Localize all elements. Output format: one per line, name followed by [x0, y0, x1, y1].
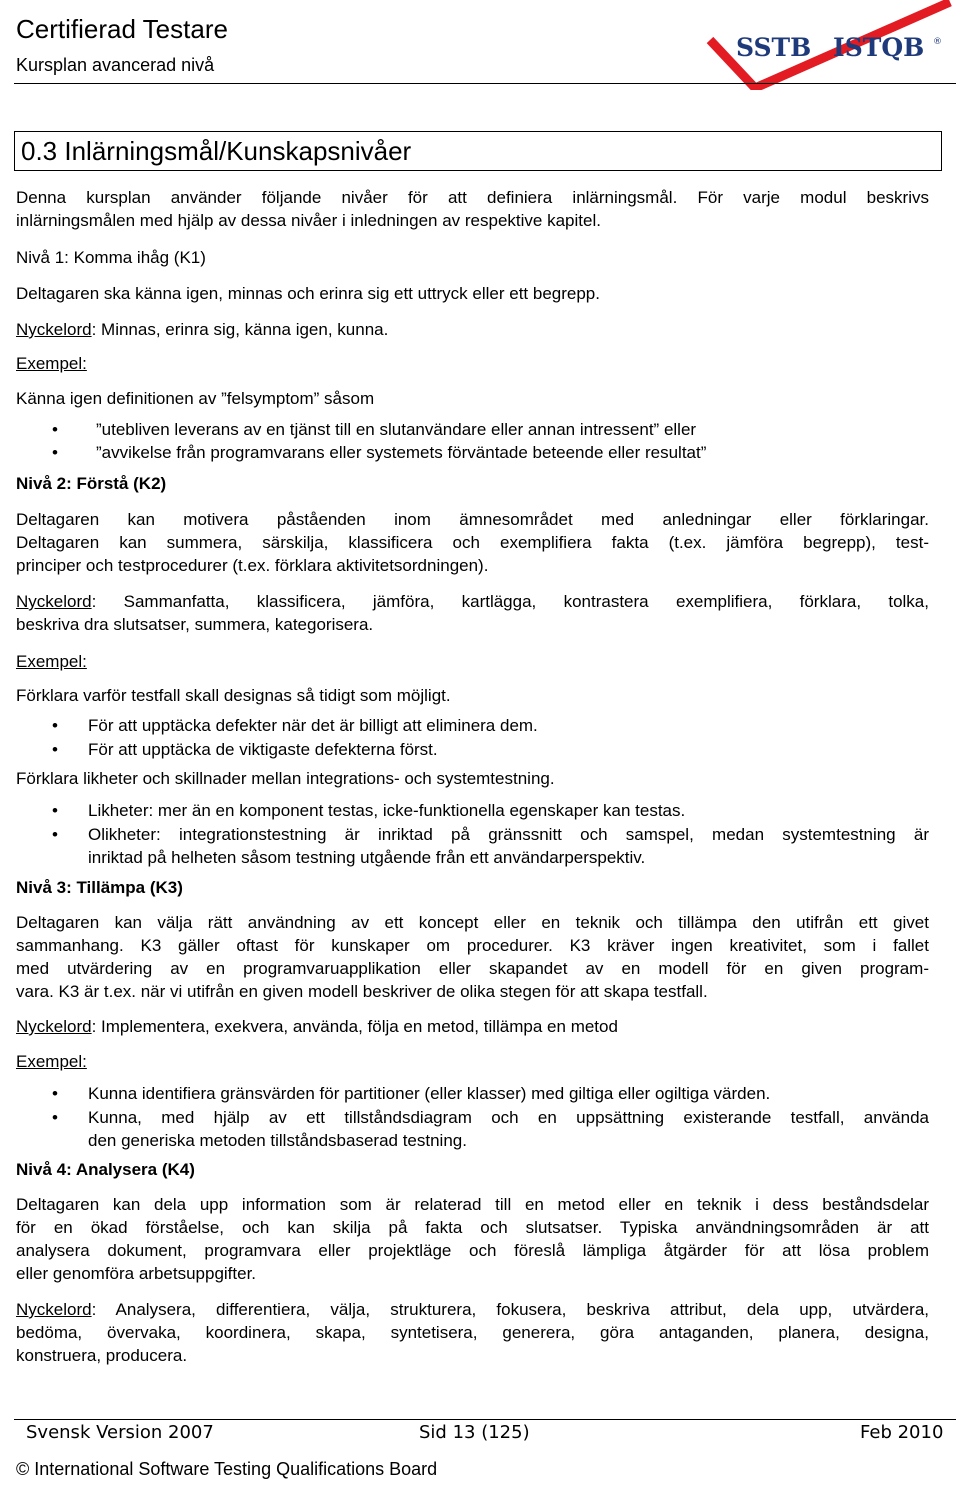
- text-line: beskriva dra slutsatser, summera, kategorisera.: [16, 615, 374, 634]
- document-subtitle: Kursplan avancerad nivå: [16, 55, 215, 75]
- k1-heading: Nivå 1: Komma ihåg (K1): [16, 248, 206, 267]
- k2-keywords: [16, 590, 929, 636]
- bullet-icon: •: [52, 716, 58, 735]
- list-item: ”avvikelse från programvarans eller systemets förväntade beteende eller resultat”: [96, 443, 707, 462]
- bullet-icon: •: [52, 1084, 58, 1103]
- text-line: sammanhang. K3 gäller oftast för kunskaper om procedurer. K3 kräver ingen kreativitet, som i fallet: [16, 936, 929, 955]
- k3-keywords: [16, 1015, 618, 1038]
- text-line: vara. K3 är t.ex. när vi utifrån en given modell beskriver de olika stegen för att skapa testfall.: [16, 982, 708, 1001]
- text-line: Deltagaren kan dela upp information som är relaterad till en metod eller en teknik i dess beståndsdelar: [16, 1195, 929, 1214]
- footer-date: Feb 2010: [860, 1422, 944, 1443]
- text-line: Denna kursplan använder följande nivåer för att definiera inlärningsmål. För varje modul beskrivs: [16, 188, 929, 207]
- text-line: [16, 1298, 929, 1321]
- section-heading-box: [14, 131, 942, 171]
- text-line: för en ökad förståelse, och kan skilja på fakta och slutsatser. Typiska användningsområden är att: [16, 1218, 929, 1237]
- text-line: Olikheter: integrationstestning är inriktad på gränssnitt och samspel, medan systemtestning är: [88, 825, 929, 844]
- keyword-text: : Minnas, erinra sig, känna igen, kunna.: [91, 320, 389, 339]
- list-item: För att upptäcka de viktigaste defekterna först.: [88, 740, 438, 759]
- k1-description: Deltagaren ska känna igen, minnas och erinra sig ett uttryck eller ett begrepp.: [16, 284, 600, 303]
- bullet-icon: •: [52, 825, 58, 844]
- k1-keywords: [16, 318, 388, 341]
- text-line: analysera dokument, programvara eller projektläge och föreslå lämpliga åtgärder för att lösa problem: [16, 1241, 929, 1260]
- section-heading: 0.3 Inlärningsmål/Kunskapsnivåer: [21, 136, 412, 166]
- k3-description: [16, 911, 929, 1003]
- k4-heading: Nivå 4: Analysera (K4): [16, 1160, 195, 1179]
- k2-example-label: Exempel:: [16, 652, 87, 671]
- footer-copyright: © International Software Testing Qualifications Board: [16, 1459, 438, 1479]
- text-line: Deltagaren kan välja rätt användning av ett koncept eller en teknik och tillämpa den utifrån ett givet: [16, 913, 929, 932]
- keyword-label: Nyckelord: [16, 1300, 92, 1319]
- footer-page-number: Sid 13 (125): [419, 1422, 530, 1443]
- keyword-label: Nyckelord: [16, 592, 92, 611]
- keyword-label: Nyckelord: [16, 1017, 92, 1036]
- logo-registered-mark: ®: [933, 37, 942, 47]
- bullet-icon: •: [52, 740, 58, 759]
- bullet-icon: •: [52, 420, 58, 439]
- list-item: [88, 823, 929, 869]
- header-divider: [14, 83, 956, 84]
- list-item: Kunna identifiera gränsvärden för partitioner (eller klasser) med giltiga eller ogiltiga värden.: [88, 1084, 771, 1103]
- k2-description: [16, 508, 929, 577]
- k3-heading: Nivå 3: Tillämpa (K3): [16, 878, 183, 897]
- text-line: inriktad på helheten såsom testning utgående från ett användarperspektiv.: [88, 848, 646, 867]
- sstb-istqb-logo: [700, 0, 960, 90]
- keyword-text: : Sammanfatta, klassificera, jämföra, kartlägga, kontrastera exemplifiera, förklara, tolka,: [91, 592, 929, 611]
- k2-example-1: Förklara varför testfall skall designas så tidigt som möjligt.: [16, 686, 451, 705]
- keyword-text: : Implementera, exekvera, använda, följa en metod, tillämpa en metod: [91, 1017, 618, 1036]
- text-line: konstruera, producera.: [16, 1346, 188, 1365]
- keyword-label: Nyckelord: [16, 320, 92, 339]
- intro-paragraph: [16, 186, 929, 232]
- list-item: ”utebliven leverans av en tjänst till en slutanvändare eller annan intressent” eller: [96, 420, 697, 439]
- text-line: [16, 590, 929, 613]
- text-line: inlärningsmålen med hjälp av dessa nivåer i inledningen av respektive kapitel.: [16, 211, 601, 230]
- footer-version: Svensk Version 2007: [26, 1422, 214, 1443]
- bullet-icon: •: [52, 443, 58, 462]
- k2-heading: Nivå 2: Förstå (K2): [16, 474, 167, 493]
- k3-example-label: Exempel:: [16, 1052, 87, 1071]
- text-line: den generiska metoden tillståndsbaserad testning.: [88, 1131, 467, 1150]
- text-line: eller genomföra arbetsuppgifter.: [16, 1264, 257, 1283]
- k1-example-label: Exempel:: [16, 354, 87, 373]
- logo-istqb-text: ISTQB: [833, 33, 925, 62]
- list-item: [88, 1106, 929, 1152]
- text-line: Deltagaren kan summera, särskilja, klassificera och exemplifiera fakta (t.ex. jämföra begrepp), test-: [16, 533, 929, 552]
- text-line: principer och testprocedurer (t.ex. förklara aktivitetsordningen).: [16, 556, 489, 575]
- text-line: bedöma, övervaka, koordinera, skapa, syntetisera, generera, göra antaganden, planera, designa,: [16, 1323, 929, 1342]
- k2-example-2: Förklara likheter och skillnader mellan integrations- och systemtestning.: [16, 769, 555, 788]
- list-item: För att upptäcka defekter när det är billigt att eliminera dem.: [88, 716, 538, 735]
- k4-keywords: [16, 1298, 929, 1367]
- text-line: Kunna, med hjälp av ett tillståndsdiagram och en uppsättning existerande testfall, använda: [88, 1108, 929, 1127]
- k4-description: [16, 1193, 929, 1285]
- text-line: med utvärdering av en programvaruapplikation eller skapandet av en modell för en given program-: [16, 959, 929, 978]
- k1-example-intro: Känna igen definitionen av ”felsymptom” såsom: [16, 389, 375, 408]
- keyword-text: : Analysera, differentiera, välja, strukturera, fokusera, beskriva attribut, dela upp, utvärdera,: [91, 1300, 929, 1319]
- bullet-icon: •: [52, 1108, 58, 1127]
- document-title: Certifierad Testare: [16, 14, 228, 44]
- text-line: Deltagaren kan motivera påståenden inom ämnesområdet med anledningar eller förklaringar.: [16, 510, 929, 529]
- logo-sstb-text: SSTB: [736, 33, 812, 62]
- footer-divider: [14, 1419, 956, 1420]
- bullet-icon: •: [52, 801, 58, 820]
- list-item: Likheter: mer än en komponent testas, icke-funktionella egenskaper kan testas.: [88, 801, 686, 820]
